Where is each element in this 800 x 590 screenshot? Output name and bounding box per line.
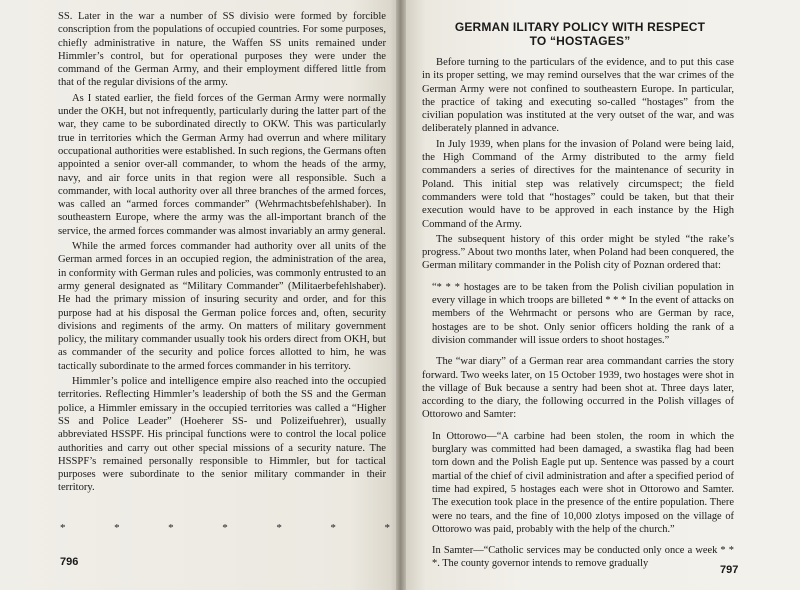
left-page-text [58, 10, 386, 495]
star: * [114, 522, 120, 534]
heading-line-1: GERMAN ILITARY POLICY WITH RESPECT [454, 20, 706, 34]
paragraph: While the armed forces commander had authority over all units of the German armed forces in an occupied region, the administration of the area, in conformity with German rules and policies, was commonly entrusted to an army general designated as “Military Commander” (Militaerbefehlshaber). He had the primary mission of insuring security and order, and for this purpose had at his disposal the German police forces and, often, security divisions and regiments of the army. On matters of military government policy, the military commander usually took his orders direct from OKH, but as commander of the security and police forces allotted to him, he was tactically subordinate to the armed forces commander in his territory. [58, 241, 386, 372]
star: * [168, 522, 174, 534]
paragraph: The subsequent history of this order might be styled “the rake’s progress.” About two months later, when Poland had been conquered, the German military commander in the Polish city of Poznan ordered that: [422, 233, 734, 272]
right-page-text [422, 56, 734, 579]
star: * [276, 522, 282, 534]
star: * [222, 522, 228, 534]
section-heading [430, 20, 730, 48]
page-number-left: 796 [60, 556, 79, 568]
book-gutter [396, 0, 406, 590]
star: * [60, 522, 66, 534]
paragraph: Himmler’s police and intelligence empire also reached into the occupied territories. Reflecting Himmler’s leadership of both the SS and the German police, a Himmler emissary in the occupied territories was called a “Higher SS and Police Leader” (Hoeherer SS- und Polizeifuehrer), usually abbreviated HSSPF. His principal functions were to control the local police authorities and carry out other special missions of a security nature. The HSSPF’s remained personally responsible to Himmler, but for tactical purposes were subordinate to the senior military commander in their territory. [58, 376, 386, 494]
block-quote: “* * * hostages are to be taken from the Polish civilian population in every village in which troops are billeted * * * In the event of attacks on members of the Wehrmacht or persons who are German by race, hostages are to be shot. Only senior officers holding the rank of a division commander will issue orders to shoot hostages.” [432, 281, 734, 346]
page-number-right: 797 [720, 564, 739, 576]
block-quote: In Ottorowo—“A carbine had been stolen, the room in which the burglary was committed had been damaged, a swastika flag had been torn down and the Polish Eagle put up. Sentence was passed by a court martial of the chief of civil administration and after a specified period of time had expired, 5 hostages each were shot in Ottorowo and Samter. The execution took place in the presence of the entire population. There were no tears, and the fine of 10,000 zlotys imposed on the village of Ottorowo was paid, probably with the help of the church.” [432, 430, 734, 535]
paragraph: In July 1939, when plans for the invasion of Poland were being laid, the High Command of the Army distributed to the army field commanders a series of directives for the maintenance of security in Poland. This initial step was relatively circumspect; the field commanders were told that “hostages” could be taken, but that their execution would have to be approved in each instance by the High Command of the Army. [422, 138, 734, 230]
paragraph: As I stated earlier, the field forces of the German Army were normally under the OKH, but not infrequently, particularly during the latter part of the war, they came to be subordinated directly to OKW. This was particularly true in territories which the German Army had overrun and where military occupational authorities were established. In such regions, the Germans often appointed a senior over-all commander, to whom the heads of the army, navy, and air force units in that region were all responsible. Such a commander, with local authority over all three branches of the armed forces, was called an “armed forces commander” (Wehrmachtsbefehlshaber). In southeastern Europe, where the army was the all-important branch of the service, the armed forces commander was almost invariably an army general. [58, 92, 387, 237]
heading-line-2: TO “HOSTAGES” [529, 34, 631, 48]
star: * [330, 522, 336, 534]
section-break-stars [60, 522, 390, 534]
paragraph: The “war diary” of a German rear area commandant carries the story forward. Two weeks later, on 15 October 1939, two hostages were shot in the village of Buk because a sentry had been shot at. Three days later, according to the diary, the following occurred in the Polish villages of Ottorowo and Samter: [422, 356, 734, 421]
paragraph: Before turning to the particulars of the evidence, and to put this case in its proper setting, we may remind ourselves that the war crimes of the German Army were not confined to southeastern Europe. In particular, the practice of taking and executing so-called “hostages” from the civilian population was instituted at the very outset of the war, and was deliberately planned in advance. [422, 57, 734, 135]
block-quote: In Samter—“Catholic services may be conducted only once a week * * *. The county governor intends to remove gradually [432, 545, 734, 570]
paragraph: SS. Later in the war a number of SS divisio were formed by forcible conscription from the populations of occupied countries. For some purposes, chiefly administrative in nature, the Waffen SS units remained under Himmler’s control, but for operational purposes they were under the command of the German Army, and their employment differed little from that of the regular divisions of the army. [58, 11, 386, 89]
star: * [384, 522, 390, 534]
